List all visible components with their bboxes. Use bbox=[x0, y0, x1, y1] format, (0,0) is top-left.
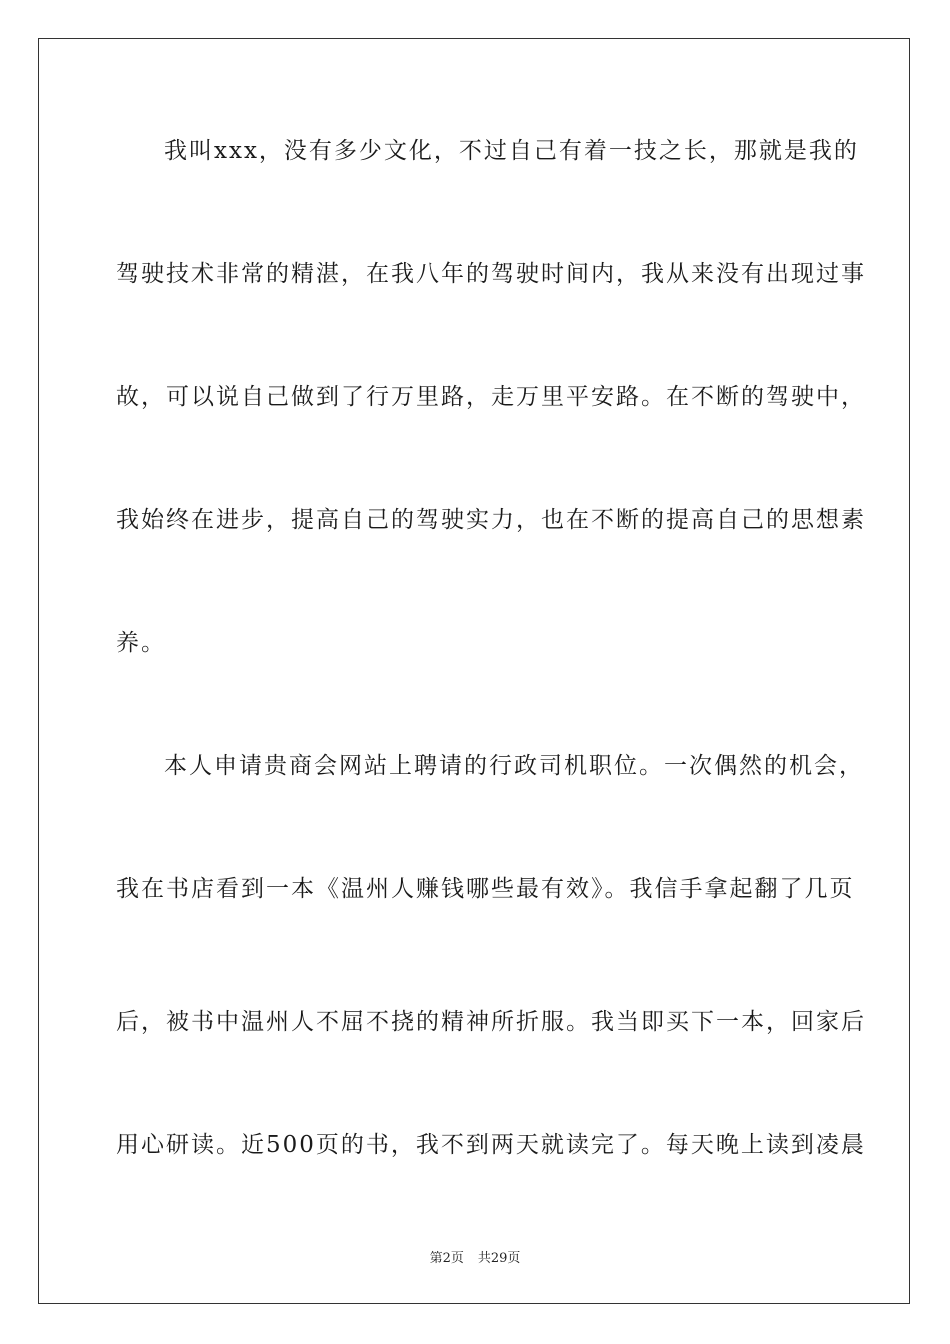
paragraph-1-line-5: 养。 bbox=[116, 630, 166, 656]
paragraph-2-line-4: 用心研读。近500页的书，我不到两天就读完了。每天晚上读到凌晨 bbox=[116, 1132, 866, 1158]
paragraph-1-line-1: 我叫xxx，没有多少文化，不过自己有着一技之长，那就是我的 bbox=[164, 138, 859, 164]
paragraph-1-line-3: 故，可以说自己做到了行万里路，走万里平安路。在不断的驾驶中， bbox=[116, 384, 866, 410]
paragraph-2-line-1: 本人申请贵商会网站上聘请的行政司机职位。一次偶然的机会， bbox=[164, 753, 864, 779]
total-pages: 共29页 bbox=[477, 1251, 521, 1266]
paragraph-2-line-3: 后，被书中温州人不屈不挠的精神所折服。我当即买下一本，回家后 bbox=[116, 1009, 866, 1035]
paragraph-1-line-4: 我始终在进步，提高自己的驾驶实力，也在不断的提高自己的思想素 bbox=[116, 507, 866, 533]
page-border bbox=[38, 38, 910, 1304]
page-number: 第2页 bbox=[429, 1251, 464, 1266]
paragraph-1-line-2: 驾驶技术非常的精湛，在我八年的驾驶时间内，我从来没有出现过事 bbox=[116, 261, 866, 287]
paragraph-2-line-2: 我在书店看到一本《温州人赚钱哪些最有效》。我信手拿起翻了几页 bbox=[116, 876, 855, 902]
page-footer bbox=[0, 1247, 950, 1266]
